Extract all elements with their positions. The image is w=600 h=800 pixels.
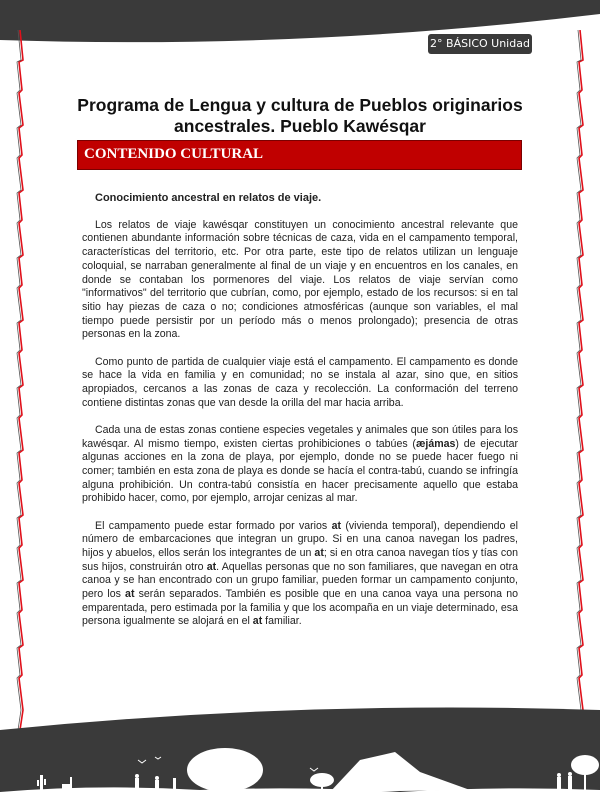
paragraph-3	[82, 424, 518, 506]
page-title	[60, 95, 540, 137]
term-at: at	[125, 588, 135, 601]
term-at: at	[252, 615, 263, 628]
term-at: at	[331, 519, 341, 532]
paragraph-4-seg: El campamento puede estar formado por varios	[95, 519, 332, 532]
paragraph-2: Como punto de partida de cualquier viaje está el campamento. El campamento es donde se hace la vida en familia y en comunidad; no se instala al azar, sino que, en sitios apropiados, cercanos a las zonas de caza y recolección. La conformación del terreno contiene distintas zonas que van desde la orilla del mar hacia arriba.	[82, 355, 518, 409]
term-aejamas: æjámas	[415, 437, 456, 450]
paragraph-4-seg: serán separados. También es posible que en una canoa vaya una persona no emparentada, pero estimada por la familia y que los acompaña en un viaje determinado, esa persona igualmente se alojará en el	[82, 588, 519, 628]
document-body	[82, 192, 518, 643]
paragraph-1: Los relatos de viaje kawésqar constituyen un conocimiento ancestral relevante que contienen abundante información sobre técnicas de caza, vida en el campamento temporal, características del territorio, etc. Por otra parte, este tipo de relatos utilizan un lenguaje coloquial, se narraban generalmente al final de un viaje y en encuentros en los canales, en donde se contaban los pormenores del viaje. Los relatos de viaje servían como "informativos" del territorio que cubrían, como, por ejemplo, estado de los recursos: si en tal sitio hay piezas de caza o no; condiciones atmosféricas (aunque son variables, el mal tiempo puede persistir por un período más o menos prolongado); presencia de otras personas en la zona.	[82, 218, 518, 341]
paragraph-4-seg: (vivienda temporal), dependiendo el número de embarcaciones que integran un grupo. Si en una canoa navegan los padres, hijos y abuelos, ellos serán los integrantes de un	[82, 519, 518, 559]
paragraph-4-seg: familiar.	[262, 615, 302, 628]
section-banner	[77, 140, 522, 170]
footer-landscape	[0, 680, 600, 800]
title-line-1: Programa de Lengua y cultura de Pueblos originarios	[77, 95, 523, 115]
paragraph-3-text-a: Cada una de estas zonas contiene especies vegetales y animales que son útiles para los kawésqar. Al mismo tiempo, existen ciertas prohibiciones o tabúes (	[82, 423, 518, 450]
term-at: at	[314, 546, 324, 559]
paragraph-3-text-b: ) de ejecutar algunas acciones en la zona de playa, por ejemplo, donde no se puede hacer fuego ni comer; también en esta zona de playa es donde se hacía el contra-tabú, cuando se infringía alguna prohibición. Un contra-tabú consistía en hacer precisamente aquello que estaba prohibido hacer, como, por ejemplo, arrojar cenizas al mar.	[82, 437, 518, 505]
title-line-2: ancestrales. Pueblo Kawésqar	[174, 116, 426, 136]
decorative-border-left	[14, 30, 30, 730]
term-at: at	[206, 560, 217, 573]
paragraph-4-seg: . Aquellas personas que no son familiares, que navegan en otra canoa y se han encontrado con un grupo familiar, pueden formar un campamento conjunto, pero los	[82, 560, 518, 601]
paragraph-4	[82, 520, 518, 630]
banner-label: CONTENIDO CULTURAL	[84, 146, 264, 162]
section-subheading: Conocimiento ancestral en relatos de viaje.	[95, 192, 322, 204]
paragraph-4-seg: ; si en otra canoa navegan tíos y tías con sus hijos, construirán otro	[82, 546, 518, 573]
unit-badge: 2° BÁSICO Unidad 2	[428, 34, 532, 54]
decorative-border-right	[572, 30, 588, 730]
